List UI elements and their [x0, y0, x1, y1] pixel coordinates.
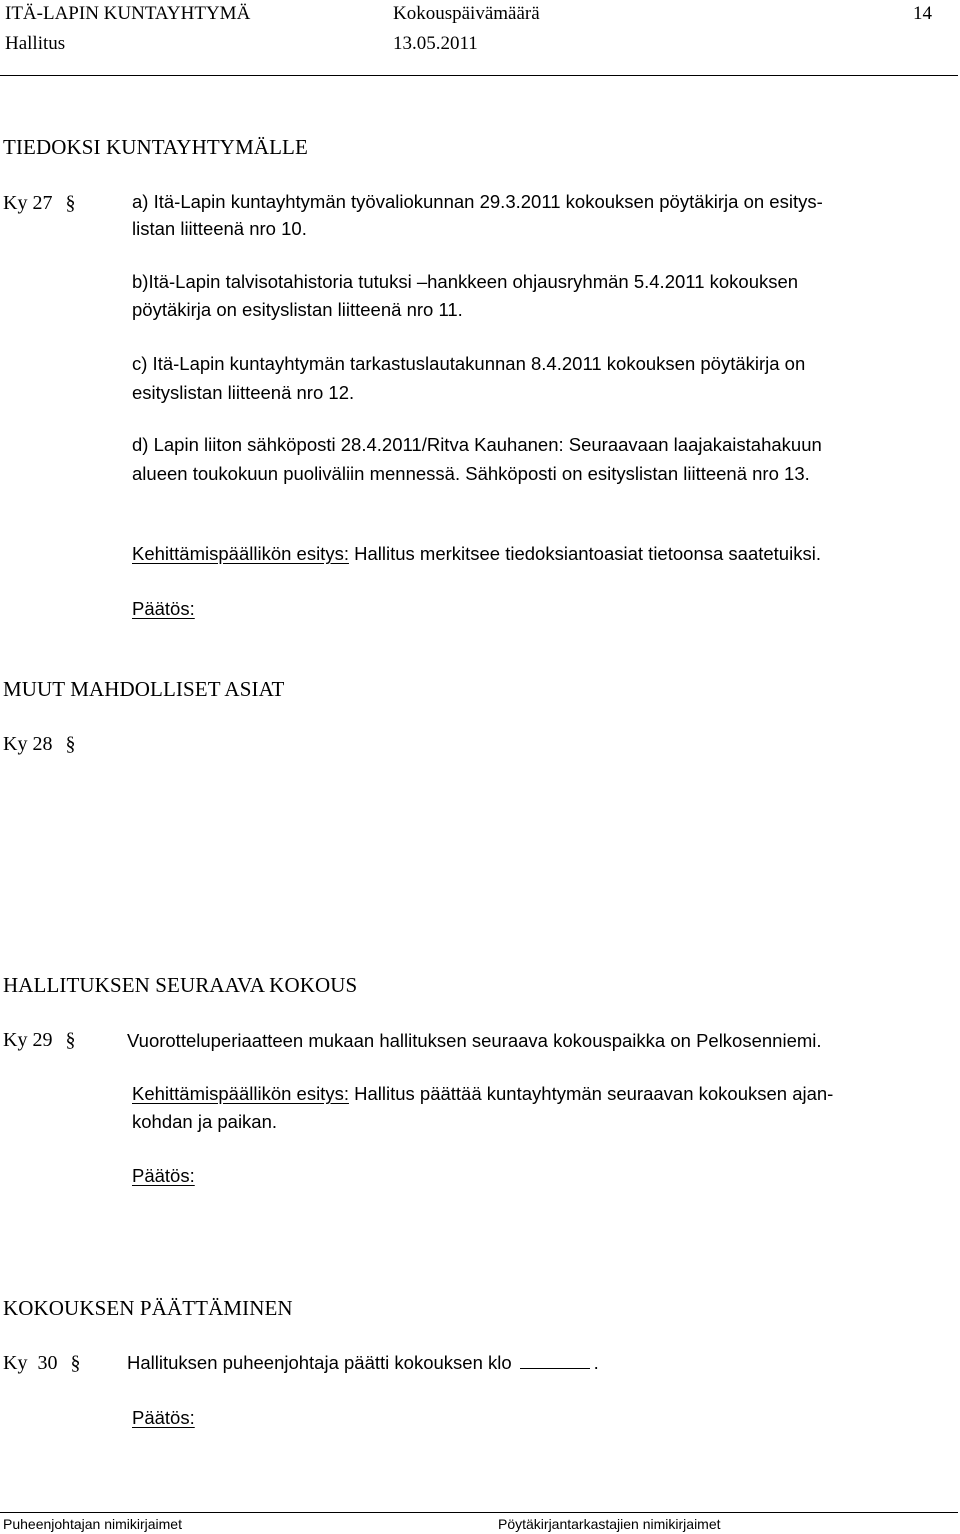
section-sign-ky29: § — [65, 1029, 76, 1051]
footer-reviewers-initials: Pöytäkirjantarkastajien nimikirjaimet — [498, 1516, 721, 1532]
proposal-ky29-line1: Kehittämispäällikön esitys: Hallitus päättää kuntayhtymän seuraavan kokouksen ajan- — [132, 1083, 834, 1104]
attachment-ref-12: esityslistan liitteenä nro 12 — [132, 382, 349, 403]
section-title-muut: MUUT MAHDOLLISET ASIAT — [3, 677, 285, 701]
header-rule — [0, 75, 958, 76]
attachment-ref-10b: listan liitteenä nro 10 — [132, 218, 302, 239]
section-sign-ky27: § — [65, 192, 76, 214]
section-number-ky29: Ky 29 § — [3, 1029, 76, 1051]
proposal-ky27: Kehittämispäällikön esitys: Hallitus merkitsee tiedoksiantoasiat tietoonsa saatetuiksi. — [132, 543, 821, 564]
section-number-ky27: Ky 27 § — [3, 192, 76, 214]
item-b-line2: pöytäkirja on esityslistan liitteenä nro 11. — [132, 299, 463, 320]
section-title-tiedoksi: TIEDOKSI KUNTAYHTYMÄLLE — [3, 135, 308, 159]
proposal-label: Kehittämispäällikön esitys: — [132, 543, 349, 564]
footer-chair-initials: Puheenjohtajan nimikirjaimet — [3, 1516, 182, 1532]
header-org: ITÄ-LAPIN KUNTAYHTYMÄ — [5, 3, 251, 24]
decision-label-ky29: Päätös: — [132, 1165, 195, 1186]
section-title-seuraava-kokous: HALLITUKSEN SEURAAVA KOKOUS — [3, 973, 358, 997]
header-page-number: 14 — [913, 3, 932, 24]
attachment-ref-11: esityslistan liitteenä nro 11 — [242, 299, 458, 320]
section-sign-ky30: § — [70, 1352, 81, 1374]
decision-label-ky30: Päätös: — [132, 1407, 195, 1428]
ky30-text: Hallituksen puheenjohtaja päätti kokouksen klo . — [127, 1352, 599, 1373]
item-a-line1: a) Itä-Lapin kuntayhtymän työvaliokunnan 29.3.2011 kokouksen pöytäkirja on esitys- — [132, 191, 823, 212]
item-d-line1: d) Lapin liiton sähköposti 28.4.2011/Ritva Kauhanen: Seuraavaan laajakaistahakuun — [132, 434, 822, 455]
header-date: 13.05.2011 — [393, 33, 478, 54]
attachment-ref-10a: esitys- — [769, 191, 823, 212]
item-d-line2: alueen toukokuun puoliväliin mennessä. Sähköposti on esityslistan liitteenä nro 13. — [132, 463, 810, 484]
item-a-line2: listan liitteenä nro 10. — [132, 218, 307, 239]
section-title-paattaminen: KOKOUKSEN PÄÄTTÄMINEN — [3, 1296, 293, 1320]
decision-label-ky27: Päätös: — [132, 598, 195, 619]
ky29-text: Vuorotteluperiaatteen mukaan hallituksen seuraava kokouspaikka on Pelkosenniemi. — [127, 1030, 822, 1051]
footer-rule — [0, 1512, 958, 1513]
attachment-ref-13: esityslistan liitteenä nro 13 — [587, 463, 805, 484]
item-c-line2: esityslistan liitteenä nro 12. — [132, 382, 355, 403]
section-sign-ky28: § — [65, 733, 76, 755]
header-date-label: Kokouspäivämäärä — [393, 3, 540, 24]
section-number-ky30: Ky 30 § — [3, 1352, 81, 1374]
section-number-ky28: Ky 28 § — [3, 733, 76, 755]
item-b-line1: b)Itä-Lapin talvisotahistoria tutuksi –hankkeen ohjausryhmän 5.4.2011 kokouksen — [132, 271, 799, 292]
time-blank-field — [520, 1350, 590, 1369]
proposal-ky29-line2: kohdan ja paikan. — [132, 1111, 278, 1132]
item-c-line1: c) Itä-Lapin kuntayhtymän tarkastuslautakunnan 8.4.2011 kokouksen pöytäkirja on — [132, 353, 806, 374]
header-body: Hallitus — [5, 33, 66, 54]
